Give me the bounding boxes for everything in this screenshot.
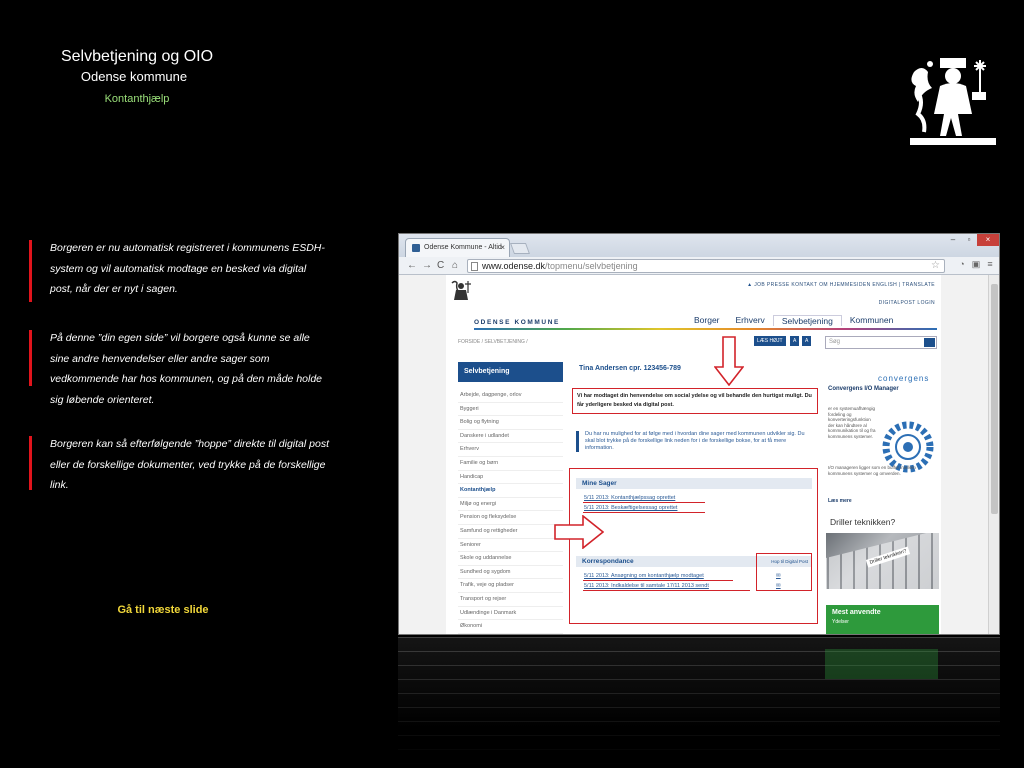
font-size-button[interactable]: A xyxy=(790,336,799,346)
sidebar-item[interactable]: Pension og fleksydelse xyxy=(458,511,563,525)
page-viewport xyxy=(399,275,999,634)
reflection-green xyxy=(825,649,938,679)
my-cases-title: Mine Sager xyxy=(576,478,812,489)
case-underline xyxy=(583,502,705,503)
case-link[interactable]: 5/11 2013: Beskæftigelsessag oprettet xyxy=(584,505,678,511)
url-path: /topmenu/selvbetjening xyxy=(545,261,638,271)
note-accent-bar xyxy=(29,330,32,386)
nav-kommunen[interactable]: Kommunen xyxy=(849,315,894,325)
arrow-right-icon xyxy=(554,515,604,549)
note-text: Borgeren kan så efterfølgende ”hoppe” direkte til digital post eller de forskellige dokumenter, ved trykke på de forskellige link. xyxy=(50,438,329,491)
most-used-box[interactable] xyxy=(826,605,939,635)
back-icon[interactable]: ← xyxy=(407,260,417,271)
correspondence-link[interactable]: 5/11 2013: Ansøgning om kontanthjælp modtaget xyxy=(584,573,704,579)
note-3 xyxy=(29,434,329,496)
keyboard-label: Driller teknikken? xyxy=(866,546,911,567)
site-brand[interactable]: ODENSE KOMMUNE xyxy=(474,319,560,326)
sidebar-item[interactable]: Bolig og flytning xyxy=(458,416,563,430)
browser-screenshot xyxy=(398,233,1000,635)
most-used-sub: Ydelser xyxy=(832,619,849,625)
bookmark-star-icon[interactable]: ☆ xyxy=(931,260,940,271)
toolbar-icons xyxy=(957,259,995,271)
corr-underline xyxy=(583,580,733,581)
tab-close-icon[interactable]: × xyxy=(500,243,505,252)
sidebar-item[interactable]: Familie og børn xyxy=(458,457,563,471)
note-accent-bar xyxy=(29,240,32,302)
correspondence-title: Korrespondance Hop til Digital Post xyxy=(576,556,812,567)
menu-icon[interactable]: ≡ xyxy=(987,259,993,269)
corr-underline xyxy=(583,590,750,591)
sidebar-menu xyxy=(458,389,563,634)
color-stripe xyxy=(474,328,937,330)
screenshot-reflection xyxy=(398,637,1000,768)
confirmation-message: Vi har modtaget din henvendelse om social ydelse og vil behandle den hurtigst muligt. Du får yderligere besked via digital post. xyxy=(572,388,818,414)
sidebar-item[interactable]: Økonomi xyxy=(458,620,563,634)
extension-icon[interactable]: ◔ xyxy=(959,259,965,269)
tab-title: Odense Kommune - Altid xyxy=(424,244,502,251)
digital-post-icon[interactable]: ✉ xyxy=(776,573,781,579)
note-accent-bar xyxy=(29,436,32,490)
note-text: Borgeren er nu automatisk registreret i kommunens ESDH-system og vil automatisk modtage en besked via digital post, når der er nyt i sagen. xyxy=(50,242,325,295)
sidebar-item[interactable]: Transport og rejser xyxy=(458,593,563,607)
slide-title: Selvbetjening og OIO xyxy=(60,48,214,65)
note-1 xyxy=(29,238,329,300)
sidebar-item[interactable]: Udlændinge i Danmark xyxy=(458,607,563,621)
browser-toolbar xyxy=(399,257,999,275)
maximize-button[interactable]: ▫ xyxy=(967,235,971,244)
nav-borger[interactable]: Borger xyxy=(694,315,720,325)
citizen-name: Tina Andersen cpr. 123456-789 xyxy=(579,365,681,372)
nav-erhverv[interactable]: Erhverv xyxy=(735,315,765,325)
top-links-secondary[interactable]: DIGITALPOST LOGIN xyxy=(878,300,935,306)
sidebar-item[interactable]: Skole og uddannelse xyxy=(458,552,563,566)
slide-subtitle: Odense kommune xyxy=(80,69,188,84)
odense-coat-of-arms-logo xyxy=(910,52,996,146)
favicon-icon xyxy=(412,244,420,252)
read-aloud-button[interactable]: LÆS HØJT xyxy=(754,336,786,346)
home-icon[interactable]: ⌂ xyxy=(452,260,459,271)
forward-icon[interactable]: → xyxy=(422,260,432,271)
arrow-down-icon xyxy=(714,336,744,386)
tech-help-title: Driller teknikken? xyxy=(830,517,896,527)
convergens-logo[interactable]: convergens xyxy=(878,374,930,383)
search-icon[interactable] xyxy=(924,338,935,347)
my-cases-highlight xyxy=(569,468,818,624)
minimize-button[interactable]: – xyxy=(950,235,956,244)
correspondence-link[interactable]: 5/11 2013: Indkaldelse til samtale 17/11 2013 sendt xyxy=(584,583,709,589)
address-bar[interactable] xyxy=(467,259,945,273)
promo-title: Convergens I/O Manager xyxy=(828,386,899,392)
reload-icon[interactable]: C xyxy=(437,260,445,271)
page-icon xyxy=(471,262,478,271)
promo-text-2: I/O manageren ligger som en buffer imellem kommunens systemer og omverden. xyxy=(828,465,916,476)
search-placeholder: Søg xyxy=(829,339,841,345)
most-used-title: Mest anvendte xyxy=(832,609,881,616)
read-more-link[interactable]: Læs mere xyxy=(828,498,852,504)
case-underline xyxy=(583,512,705,513)
new-tab-button[interactable] xyxy=(510,243,530,254)
digital-post-highlight xyxy=(756,553,812,591)
url-host: www.odense.dk xyxy=(482,261,546,271)
breadcrumb[interactable]: FORSIDE / SELVBETJENING / xyxy=(458,339,528,345)
digital-post-jump[interactable]: Hop til Digital Post xyxy=(771,559,808,564)
browser-tabstrip xyxy=(399,234,999,257)
site-logo[interactable] xyxy=(450,279,472,305)
sidebar-item[interactable]: Sundhed og sygdom xyxy=(458,566,563,580)
note-text: På denne ”din egen side” vil borgere også kunne se alle sine andre henvendelser eller andre sager som vedkommende har hos kommunen, og på den måde holde sig løbende orienteret. xyxy=(50,332,323,406)
keyboard-image[interactable] xyxy=(826,533,939,589)
main-nav xyxy=(686,315,901,326)
sidebar-item[interactable]: Erhverv xyxy=(458,443,563,457)
close-button[interactable]: × xyxy=(977,234,999,246)
sidebar-item[interactable]: Trafik, veje og pladser xyxy=(458,579,563,593)
scrollbar-thumb[interactable] xyxy=(991,284,998,514)
sidebar-title[interactable]: Selvbetjening xyxy=(458,362,563,382)
sidebar-item[interactable]: Danskere i udlandet xyxy=(458,430,563,444)
odense-site xyxy=(446,275,941,634)
window-controls xyxy=(945,234,999,246)
case-link[interactable]: 5/11 2013: Kontanthjælpssag oprettet xyxy=(584,495,676,501)
slide-section: Kontanthjælp xyxy=(104,93,170,105)
digital-post-icon[interactable]: ✉ xyxy=(776,583,781,589)
sidebar-item[interactable]: Handicap xyxy=(458,471,563,485)
sidebar-item[interactable]: Arbejde, dagpenge, orlov xyxy=(458,389,563,403)
font-size-button[interactable]: A xyxy=(802,336,811,346)
sidebar-item[interactable]: Miljø og energi xyxy=(458,498,563,512)
sidebar-item[interactable]: Seniorer xyxy=(458,539,563,553)
sidebar-item[interactable]: Byggeri xyxy=(458,403,563,417)
sidebar-item-current[interactable]: Kontanthjælp xyxy=(458,484,563,498)
info-text: Du har nu mulighed for at følge med i hvordan dine sager med kommunen udvikler sig. Du skal blot trykke på de forskellige link neden for i de forskellige bokse, for at få mere information. xyxy=(576,431,810,452)
extension-icon[interactable]: ▣ xyxy=(971,259,981,269)
vertical-scrollbar[interactable] xyxy=(988,275,999,634)
note-2 xyxy=(29,328,329,410)
site-search-input[interactable] xyxy=(825,336,937,349)
next-slide-link[interactable]: Gå til næste slide xyxy=(117,604,209,616)
sidebar-item[interactable]: Samfund og rettigheder xyxy=(458,525,563,539)
browser-tab[interactable] xyxy=(405,238,510,257)
promo-text: er en systemuafhængig fordeling og konverteringsfunktion der kan håndtere al kommunikation til og fra kommunens systemer. xyxy=(828,406,876,439)
top-links[interactable]: ▲ JOB PRESSE KONTAKT OM HJEMMESIDEN ENGLISH | TRANSLATE xyxy=(747,282,935,288)
nav-selvbetjening[interactable]: Selvbetjening xyxy=(773,315,842,326)
